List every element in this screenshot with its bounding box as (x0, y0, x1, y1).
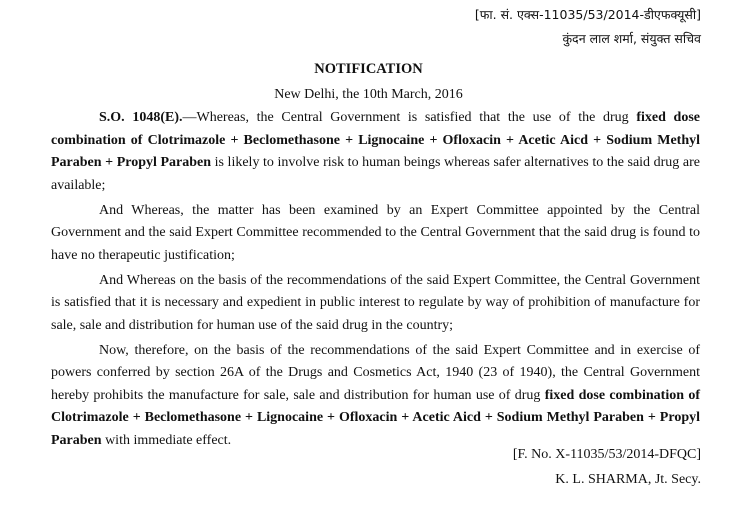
paragraph-text: with immediate effect. (101, 432, 232, 448)
paragraph-whereas (51, 107, 700, 197)
paragraph-expert-examination: And Whereas, the matter has been examined by an Expert Committee appointed by the Central Government and the said Expert Committee recommended to the Central Government that the said drug is found to have no therapeutic justification; (51, 202, 700, 263)
so-number: S.O. 1048(E). (99, 110, 183, 125)
file-number: [F. No. X-11035/53/2014-DFQC] (512, 447, 701, 462)
paragraph-expert-recommendation: And Whereas on the basis of the recommendations of the said Expert Committee, the Central Government is satisfied that it is necessary and expedient in public interest to regulate by way of prohibition of manufacture for sale, sale and distribution for human use of the said drug in the country; (51, 272, 700, 333)
signatory: K. L. SHARMA, Jt. Secy. (555, 472, 701, 487)
place-date: New Delhi, the 10th March, 2016 (274, 87, 463, 102)
notification-body (51, 107, 700, 455)
paragraph-text: —Whereas, the Central Government is satisfied that the use of the drug (182, 110, 637, 125)
paragraph-text: is likely to involve risk to human beings whereas safer alternatives to the said drug are available; (51, 155, 700, 193)
hindi-signatory: कुंदन लाल शर्मा, संयुक्त सचिव (562, 31, 701, 46)
hindi-file-number: [फा. सं. एक्स-11035/53/2014-डीएफक्यूसी] (474, 7, 701, 22)
notification-title: NOTIFICATION (314, 61, 423, 77)
drug-name: fixed dose combination of Clotrimazole + Beclomethasone + Lignocaine + Ofloxacin + Acetic Aicd + Sodium Methyl Paraben + Propyl Paraben (51, 110, 701, 170)
paragraph-prohibition (51, 340, 700, 453)
paragraph-text: Now, therefore, on the basis of the recommendations of the said Expert Committee and in exercise of powers conferred by section 26A of the Drugs and Cosmetics Act, 1940 (23 of 1940), the Central Government hereby prohibits the manufacture for sale, sale and distribution for human use of drug (51, 342, 700, 403)
drug-name: fixed dose combination of Clotrimazole + Beclomethasone + Lignocaine + Ofloxacin + Acetic Aicd + Sodium Methyl Paraben + Propyl Paraben (51, 387, 700, 448)
